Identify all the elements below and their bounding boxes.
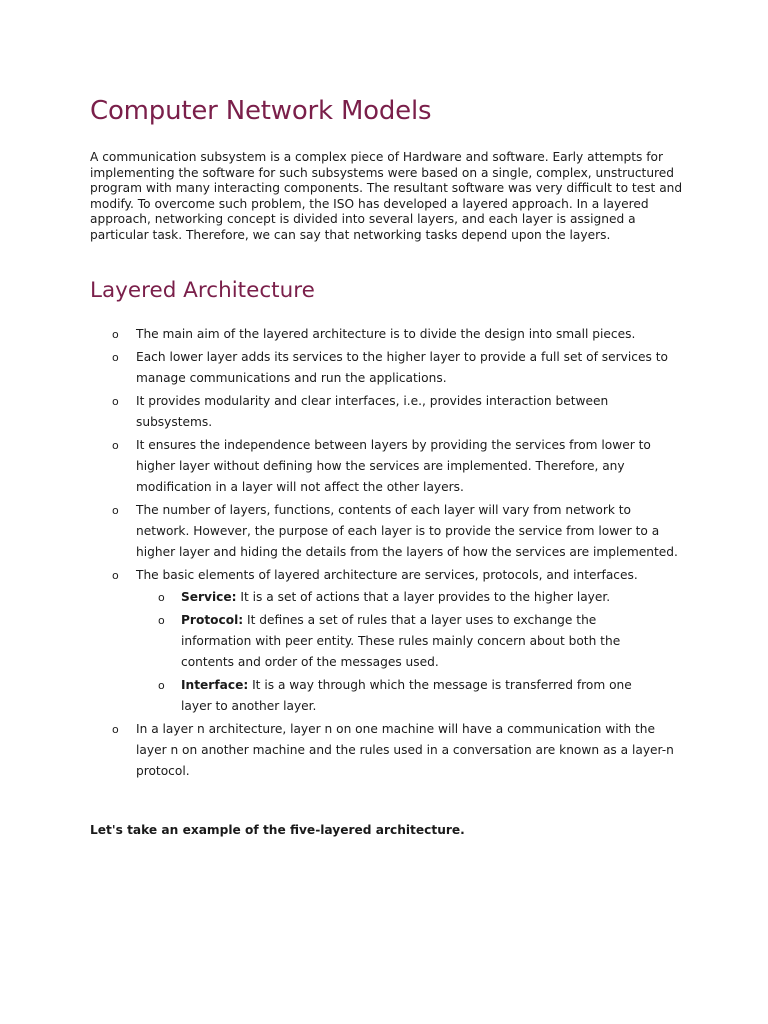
list-item bbox=[0, 347, 684, 389]
sub-list-item-text: It defines a set of rules that a layer uses to exchange the information with peer entity. These rules mainly concern about both the contents and order of the messages used. bbox=[181, 613, 621, 669]
sub-list-item bbox=[136, 587, 641, 608]
bullet-icon: o bbox=[112, 328, 119, 341]
term-protocol: Protocol: bbox=[181, 613, 244, 627]
sub-list-item-text: It is a set of actions that a layer provides to the higher layer. bbox=[236, 590, 611, 604]
bullet-icon: o bbox=[112, 723, 119, 736]
list-item-text: The basic elements of layered architecture are services, protocols, and interfaces. bbox=[136, 568, 638, 582]
list-item-text: It ensures the independence between layers by providing the services from lower to higher layer without defining how the services are implemented. Therefore, any modification in a layer will not affect the other layers. bbox=[136, 438, 651, 494]
list-item bbox=[0, 719, 684, 782]
closing-paragraph: Let's take an example of the five-layered architecture. bbox=[90, 823, 465, 837]
list-item-text: The main aim of the layered architecture is to divide the design into small pieces. bbox=[136, 327, 636, 341]
list-item bbox=[0, 391, 684, 433]
term-interface: Interface: bbox=[181, 678, 249, 692]
bullet-icon: o bbox=[112, 439, 119, 452]
page-title: Computer Network Models bbox=[90, 96, 432, 126]
list-item bbox=[0, 435, 684, 498]
bullet-icon: o bbox=[112, 395, 119, 408]
bullet-icon: o bbox=[112, 504, 119, 517]
sub-list-item-text: It is a way through which the message is transferred from one layer to another layer. bbox=[181, 678, 632, 713]
section-title: Layered Architecture bbox=[90, 278, 315, 303]
bullet-icon: o bbox=[158, 591, 165, 604]
list-item-text: Each lower layer adds its services to the higher layer to provide a full set of services to manage communications and run the applications. bbox=[136, 350, 668, 385]
list-item-text: The number of layers, functions, contents of each layer will vary from network to network. However, the purpose of each layer is to provide the service from lower to a higher layer and hiding the details from the layers of how the services are implemented. bbox=[136, 503, 678, 559]
bullet-icon: o bbox=[112, 351, 119, 364]
bullet-list bbox=[0, 324, 768, 784]
sub-bullet-list bbox=[136, 587, 684, 717]
list-item-text: In a layer n architecture, layer n on one machine will have a communication with the layer n on another machine and the rules used in a conversation are known as a layer-n protocol. bbox=[136, 722, 674, 778]
list-item bbox=[0, 324, 684, 345]
term-service: Service: bbox=[181, 590, 237, 604]
sub-list-item bbox=[136, 675, 641, 717]
intro-paragraph: A communication subsystem is a complex piece of Hardware and software. Early attempts for implementing the software for such subsystems were based on a single, complex, unstructured program with many interacting components. The resultant software was very difficult to test and modify. To overcome such problem, the ISO has developed a layered approach. In a layered approach, networking concept is divided into several layers, and each layer is assigned a particular task. Therefore, we can say that networking tasks depend upon the layers. bbox=[90, 150, 683, 242]
list-item bbox=[0, 500, 684, 563]
bullet-icon: o bbox=[112, 569, 119, 582]
bullet-icon: o bbox=[158, 614, 165, 627]
list-item-text: It provides modularity and clear interfaces, i.e., provides interaction between subsystems. bbox=[136, 394, 609, 429]
sub-list-item bbox=[136, 610, 641, 673]
bullet-icon: o bbox=[158, 679, 165, 692]
list-item bbox=[0, 565, 684, 717]
